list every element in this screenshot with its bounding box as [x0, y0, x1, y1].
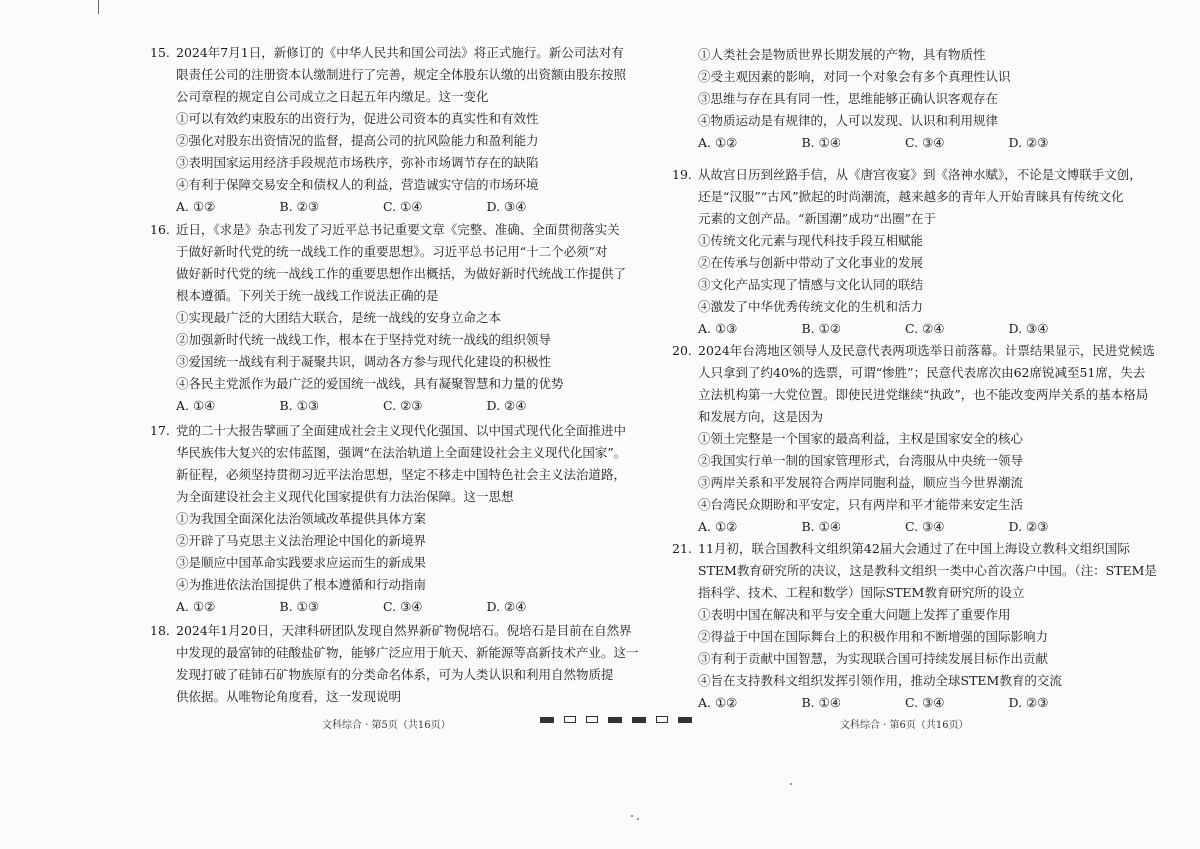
question-number: 17. [150, 423, 170, 438]
choice-d: D. ③④ [1008, 321, 1049, 336]
choice-a: A. ①③ [698, 321, 738, 336]
question-stem-line: 立法机构第一大党位置。即使民进党继续“执政”，也不能改变两岸关系的基本格局 [698, 387, 1149, 402]
right-page [600, 0, 1200, 849]
choice-a: A. ①④ [176, 398, 216, 413]
question-17 [150, 420, 627, 618]
statement-option: ②在传承与创新中带动了文化事业的发展 [698, 255, 924, 270]
answer-choices [672, 318, 1112, 340]
statement-option: ④有利于保障交易安全和债权人的利益，营造诚实守信的市场环境 [176, 177, 539, 192]
choice-a: A. ①② [176, 599, 216, 614]
choice-c: C. ②④ [905, 321, 945, 336]
question-stem-line: 2024年7月1日，新修订的《中华人民共和国公司法》将正式施行。新公司法对有 [176, 45, 624, 60]
question-stem-line: 供依据。从唯物论角度看，这一发现说明 [176, 689, 402, 704]
question-stem-line: 11月初，联合国教科文组织第42届大会通过了在中国上海设立教科文组织国际 [698, 541, 1130, 556]
statement-option: ③两岸关系和平发展符合两岸同胞利益，顺应当今世界潮流 [698, 475, 1024, 490]
statement-option: ④台湾民众期盼和平安定，只有两岸和平才能带来安定生活 [698, 497, 1024, 512]
question-stem-line: 为全面建设社会主义现代化国家提供有力法治保障。这一思想 [176, 489, 514, 504]
choice-a: A. ①② [698, 519, 738, 534]
choice-b: B. ①④ [801, 695, 842, 710]
statement-option: ④为推进依法治国提供了根本遵循和行动指南 [176, 577, 427, 592]
statement-option: ③有利于贡献中国智慧，为实现联合国可持续发展目标作出贡献 [698, 651, 1049, 666]
question-stem-line: 2024年台湾地区领导人及民意代表两项选举日前落幕。计票结果显示，民进党候选 [698, 343, 1155, 358]
statement-option: ②强化对股东出资情况的监督，提高公司的抗风险能力和盈利能力 [176, 133, 539, 148]
choice-b: B. ①② [801, 321, 842, 336]
answer-choices [150, 196, 590, 218]
choice-c: C. ②③ [383, 398, 423, 413]
choice-c: C. ③④ [905, 695, 945, 710]
choice-b: B. ①④ [801, 519, 842, 534]
choice-d: D. ②③ [1008, 135, 1049, 150]
answer-choices [150, 596, 590, 618]
statement-option: ②受主观因素的影响，对同一个对象会有多个真理性认识 [698, 69, 1011, 84]
question-stem-line: 近日，《求是》杂志刊发了习近平总书记重要文章《完整、准确、全面贯彻落实关 [176, 222, 620, 237]
statement-option: ①为我国全面深化法治领域改革提供具体方案 [176, 511, 427, 526]
question-number: 15. [150, 45, 170, 60]
question-number: 18. [150, 623, 170, 638]
question-stem-line: 于做好新时代党的统一战线工作的重要思想》。习近平总书记用“十二个必须”对 [176, 244, 608, 259]
statement-option: ②我国实行单一制的国家管理形式，台湾服从中央统一领导 [698, 453, 1024, 468]
choice-b: B. ①③ [279, 398, 320, 413]
statement-option: ④各民主党派作为最广泛的爱国统一战线，具有凝聚智慧和力量的优势 [176, 376, 564, 391]
registration-mark [540, 717, 554, 723]
choice-d: D. ②③ [1008, 695, 1049, 710]
question-number: 21. [672, 541, 692, 556]
question-16 [150, 219, 627, 417]
question-stem-line: 发现打破了硅铈石矿物族原有的分类命名体系，可为人类认识和利用自然物质提 [176, 667, 614, 682]
question-18 [150, 620, 639, 708]
question-number: 20. [672, 343, 692, 358]
question-stem-line: 限责任公司的注册资本认缴制进行了完善，规定全体股东认缴的出资额由股东按照 [176, 67, 627, 82]
choice-c: C. ③④ [905, 519, 945, 534]
choice-a: A. ①② [698, 135, 738, 150]
question-stem-line: 党的二十大报告擘画了全面建成社会主义现代化强国、以中国式现代化全面推进中 [176, 423, 627, 438]
choice-a: A. ①② [698, 695, 738, 710]
statement-option: ③思维与存在具有同一性，思维能够正确认识客观存在 [698, 91, 999, 106]
statement-option: ①人类社会是物质世界长期发展的产物，具有物质性 [698, 47, 986, 62]
question-19 [672, 164, 1142, 340]
question-stem-line: STEM教育研究所的决议，这是教科文组织一类中心首次落户中国。（注：STEM是 [698, 563, 1157, 578]
question-21 [672, 538, 1157, 714]
registration-mark [586, 716, 598, 723]
choice-a: A. ①② [176, 199, 216, 214]
question-20 [672, 340, 1155, 538]
statement-option: ③表明国家运用经济手段规范市场秩序，弥补市场调节存在的缺陷 [176, 155, 539, 170]
statement-option: ③文化产品实现了情感与文化认同的联结 [698, 277, 924, 292]
choice-c: C. ③④ [905, 135, 945, 150]
question-number: 16. [150, 222, 170, 237]
statement-option: ③是顺应中国革命实践要求应运而生的新成果 [176, 555, 427, 570]
choice-d: D. ②④ [486, 599, 527, 614]
choice-c: C. ③④ [383, 599, 423, 614]
answer-choices [150, 395, 590, 417]
choice-d: D. ③④ [486, 199, 527, 214]
question-18-continued [672, 44, 1112, 154]
choice-b: B. ①③ [279, 599, 320, 614]
question-stem-line: 从故宫日历到丝路手信，从《唐宫夜宴》到《洛神水赋》，不论是文博联手文创， [698, 167, 1142, 182]
question-stem-line: 还是“汉服”“古风”掀起的时尚潮流，越来越多的青年人开始青睐具有传统文化 [698, 189, 1124, 204]
question-stem-line: 和发展方向，这是因为 [698, 409, 824, 424]
question-15 [150, 42, 627, 218]
scan-speck [790, 783, 792, 785]
statement-option: ①实现最广泛的大团结大联合，是统一战线的安身立命之本 [176, 310, 502, 325]
question-stem-line: 华民族伟大复兴的宏伟蓝图，强调“在法治轨道上全面建设社会主义现代化国家”。 [176, 445, 627, 460]
question-stem-line: 新征程，必须坚持贯彻习近平法治思想，坚定不移走中国特色社会主义法治道路， [176, 467, 627, 482]
question-stem-line: 做好新时代党的统一战线工作的重要思想作出概括，为做好新时代统战工作提供了 [176, 266, 627, 281]
statement-option: ④旨在支持教科文组织发挥引领作用，推动全球STEM教育的交流 [698, 673, 1062, 688]
statement-option: ①传统文化元素与现代科技手段互相赋能 [698, 233, 924, 248]
choice-b: B. ①④ [801, 135, 842, 150]
choice-c: C. ①④ [383, 199, 423, 214]
registration-mark [564, 716, 576, 723]
statement-option: ①表明中国在解决和平与安全重大问题上发挥了重要作用 [698, 607, 1011, 622]
question-stem-line: 指科学、技术、工程和数学）国际STEM教育研究所的设立 [698, 585, 1025, 600]
question-number: 19. [672, 167, 692, 182]
question-stem-line: 公司章程的规定自公司成立之日起五年内缴足。这一变化 [176, 89, 489, 104]
page-footer: 文科综合 · 第5页（共16页） [322, 720, 451, 731]
question-stem-line: 根本遵循。下列关于统一战线工作说法正确的是 [176, 288, 439, 303]
question-stem-line: 元素的文创产品。“新国潮”成功“出圈”在于 [698, 211, 937, 226]
answer-choices [672, 516, 1112, 538]
statement-option: ④物质运动是有规律的，人可以发现、认识和利用规律 [698, 113, 999, 128]
statement-option: ①可以有效约束股东的出资行为，促进公司资本的真实性和有效性 [176, 111, 539, 126]
question-stem-line: 中发现的最富铈的硅酸盐矿物，能够广泛应用于航天、新能源等高新技术产业。这一 [176, 645, 639, 660]
choice-d: D. ②④ [486, 398, 527, 413]
statement-option: ④激发了中华优秀传统文化的生机和活力 [698, 299, 924, 314]
statement-option: ②加强新时代统一战线工作，根本在于坚持党对统一战线的组织领导 [176, 332, 552, 347]
scan-speck [631, 815, 633, 817]
statement-option: ①领土完整是一个国家的最高利益，主权是国家安全的核心 [698, 431, 1024, 446]
statement-option: ②得益于中国在国际舞台上的积极作用和不断增强的国际影响力 [698, 629, 1049, 644]
scan-speck [637, 818, 639, 820]
page-footer: 文科综合 · 第6页（共16页） [840, 720, 969, 731]
question-stem-line: 人只拿到了约40%的选票，可谓“惨胜”；民意代表席次由62席锐减至51席，失去 [698, 365, 1146, 380]
choice-b: B. ②③ [279, 199, 320, 214]
statement-option: ②开辟了马克思主义法治理论中国化的新境界 [176, 533, 427, 548]
answer-choices [672, 132, 1112, 154]
answer-choices [672, 692, 1112, 714]
statement-option: ③爱国统一战线有利于凝聚共识，调动各方参与现代化建设的积极性 [176, 354, 552, 369]
choice-d: D. ②③ [1008, 519, 1049, 534]
question-stem-line: 2024年1月20日，天津科研团队发现自然界新矿物倪培石。倪培石是目前在自然界 [176, 623, 632, 638]
